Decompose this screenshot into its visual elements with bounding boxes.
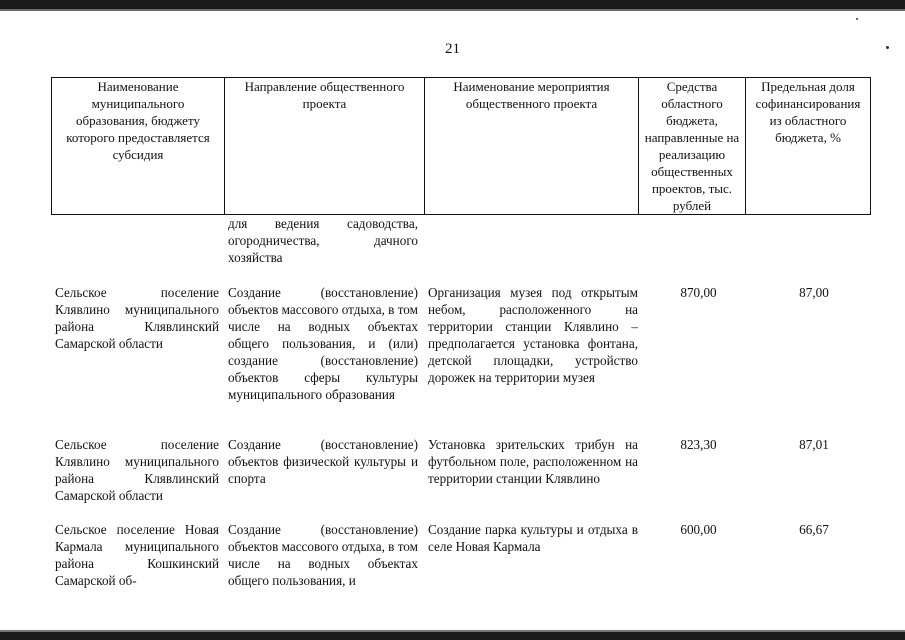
- header-event: Наименование мероприятия общественного проекта: [425, 78, 639, 215]
- cell-share: 87,01: [799, 437, 829, 452]
- cell-amount: 870,00: [680, 285, 717, 300]
- header-share: Предельная доля софинансирования из областного бюджета, %: [746, 78, 871, 215]
- scan-speck: [856, 18, 858, 20]
- scan-border-bottom: [0, 632, 905, 640]
- cell-direction: Создание (восстановление) объектов массового отдыха, в том числе на водных объектах общего пользования, и: [228, 522, 418, 588]
- cell-municipality: Сельское поселение Клявлино муниципального района Клявлинский Самарской области: [55, 437, 219, 503]
- cell-event: Организация музея под открытым небом, расположенного на территории станции Клявлино – предполагается установка фонтана, детской площадки, устройство дорожек на территории музея: [428, 285, 638, 385]
- table-header: [51, 77, 871, 215]
- header-row: [52, 78, 871, 215]
- header-amount: Средства областного бюджета, направленные на реализацию общественных проектов, тыс. рублей: [639, 78, 746, 215]
- header-direction: Направление общественного проекта: [225, 78, 425, 215]
- cell-amount: 823,30: [680, 437, 717, 452]
- scan-border-top: [0, 0, 905, 9]
- cell-event: Установка зрительских трибун на футбольном поле, расположенном на территории станции Клявлино: [428, 437, 638, 486]
- cell-event: Создание парка культуры и отдыха в селе Новая Кармала: [428, 522, 638, 554]
- cell-direction: Создание (восстановление) объектов массового отдыха, в том числе на водных объектах общего пользования, и (или) создание (восстановление) объектов сферы культуры муниципального образования: [228, 285, 418, 402]
- cell-municipality: Сельское поселение Новая Кармала муниципального района Кошкинский Самарской об-: [55, 522, 219, 588]
- page-number: 21: [445, 41, 460, 57]
- header-municipality: Наименование муниципального образования, бюджету которого предоставляется субсидия: [52, 78, 225, 215]
- cell-direction: Создание (восстановление) объектов физической культуры и спорта: [228, 437, 418, 486]
- cell-share: 66,67: [799, 522, 829, 537]
- cell-municipality: Сельское поселение Клявлино муниципального района Клявлинский Самарской области: [55, 285, 219, 351]
- cell-direction: для ведения садоводства, огородничества, дачного хозяйства: [228, 216, 418, 265]
- scan-border-top-line: [0, 9, 905, 11]
- cell-share: 87,00: [799, 285, 829, 300]
- cell-amount: 600,00: [680, 522, 717, 537]
